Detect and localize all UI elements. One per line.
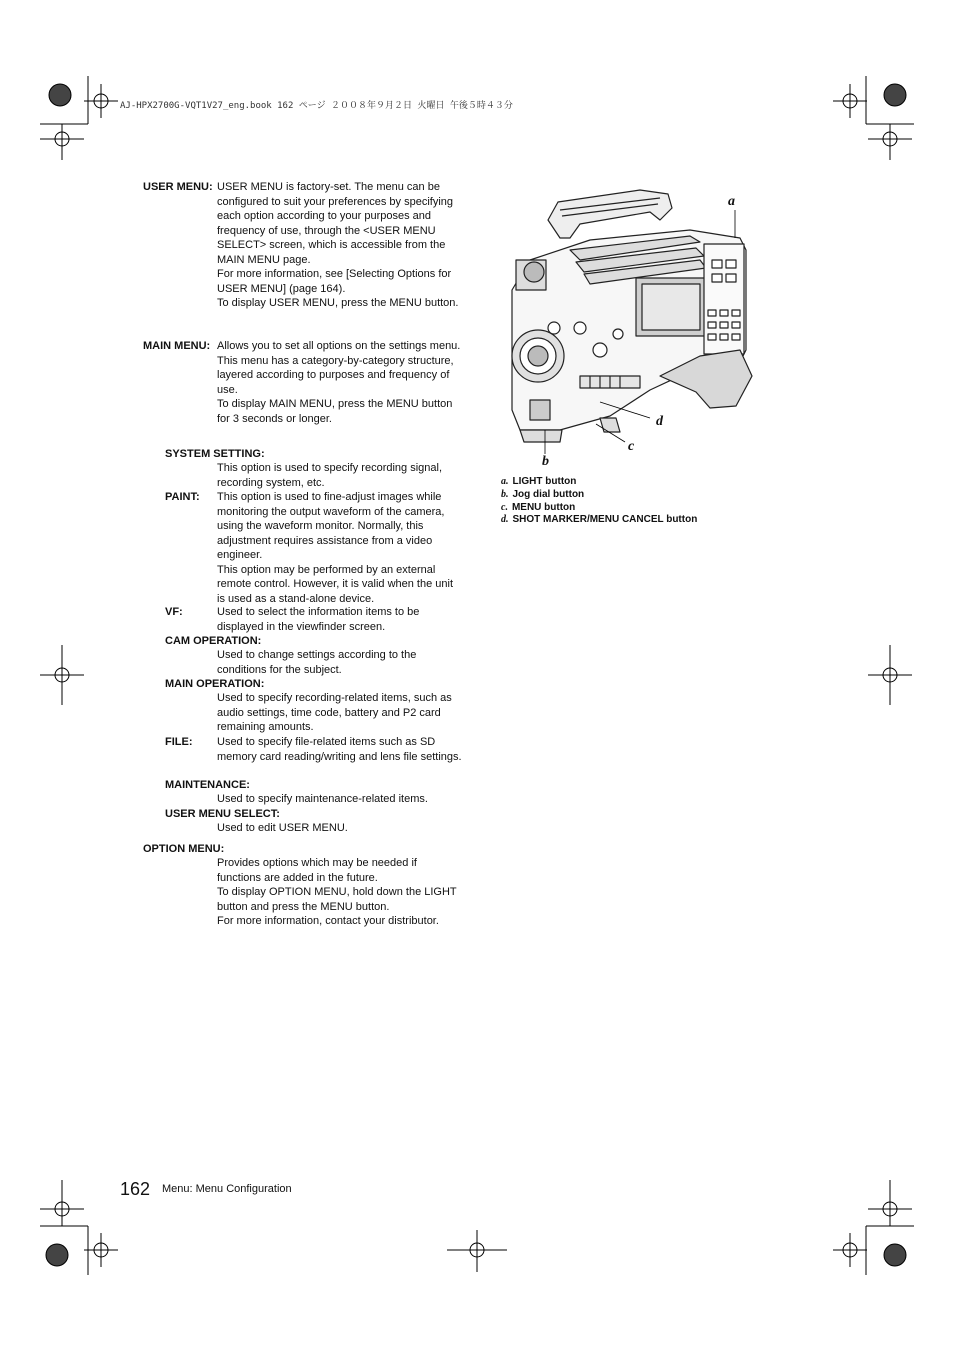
legend-text: Jog dial button <box>512 488 585 500</box>
main-menu-term: MAIN MENU: <box>143 340 211 352</box>
cam-operation-description: Used to change settings according to the conditions for the subject. <box>217 649 417 676</box>
legend-letter: c. <box>501 501 508 513</box>
legend-text: LIGHT button <box>512 476 577 487</box>
main-menu-line: Allows you to set all options on the settings menu. <box>217 340 461 352</box>
legend-item <box>501 502 697 515</box>
system-setting-description: This option is used to specify recording signal, recording system, etc. <box>217 462 443 489</box>
main-menu-line: To display MAIN MENU, press the MENU button for 3 seconds or longer. <box>217 398 453 425</box>
main-operation-term: MAIN OPERATION: <box>165 678 265 690</box>
main-menu-description <box>217 339 462 426</box>
callout-c: c <box>628 439 635 454</box>
option-menu-term: OPTION MENU: <box>143 843 225 855</box>
option-menu-line: To display OPTION MENU, hold down the LIGHT button and press the MENU button. <box>217 886 457 913</box>
option-menu-description <box>217 856 462 929</box>
user-menu-select-description: Used to edit USER MENU. <box>217 822 348 834</box>
file-description: Used to specify file-related items such as SD memory card reading/writing and lens file settings. <box>217 736 462 763</box>
maintenance-term: MAINTENANCE: <box>165 779 250 791</box>
page-number: 162 <box>120 1179 151 1199</box>
paint-line: This option may be performed by an external remote control. However, it is valid when the unit is used as a stand-alone device. <box>217 563 454 605</box>
legend-letter: a. <box>501 476 509 487</box>
maintenance-description: Used to specify maintenance-related items. <box>217 793 428 805</box>
user-menu-line: USER MENU is factory-set. The menu can be configured to suit your preferences by specifying each option according to your purposes and frequency of use, through the <USER MENU SELECT> screen, which is accessible from the MAIN MENU page. <box>217 181 454 266</box>
user-menu-term: USER MENU: <box>143 181 213 193</box>
paint-line: This option is used to fine-adjust images while monitoring the output waveform of the camera, using the waveform monitor. Normally, this adjustment requires assistance from a video engineer. <box>217 491 445 561</box>
callout-a: a <box>728 194 735 209</box>
legend-letter: b. <box>501 488 509 500</box>
file-term: FILE: <box>165 736 193 748</box>
vf-description: Used to select the information items to be displayed in the viewfinder screen. <box>217 606 420 633</box>
cam-operation-term: CAM OPERATION: <box>165 635 262 647</box>
section-title: Menu: Menu Configuration <box>162 1183 292 1195</box>
legend-text: SHOT MARKER/MENU CANCEL button <box>512 514 698 526</box>
legend-text: MENU button <box>511 501 576 513</box>
camera-illustration <box>500 180 760 470</box>
option-menu-line: Provides options which may be needed if functions are added in the future. <box>217 857 417 884</box>
figure-legend <box>501 476 697 527</box>
callout-b: b <box>542 454 549 469</box>
legend-item <box>501 514 697 527</box>
system-setting-term: SYSTEM SETTING: <box>165 448 265 460</box>
main-menu-line: This menu has a category-by-category structure, layered according to purposes and frequency of use. <box>217 354 454 396</box>
user-menu-description <box>217 180 462 311</box>
legend-letter: d. <box>501 514 509 526</box>
paint-description <box>217 490 462 606</box>
callout-d: d <box>656 414 663 429</box>
user-menu-line: For more information, see [Selecting Options for USER MENU] (page 164). <box>217 268 452 295</box>
legend-item <box>501 476 697 489</box>
legend-item <box>501 489 697 502</box>
main-operation-description: Used to specify recording-related items, such as audio settings, time code, battery and P2 card remaining amounts. <box>217 692 452 733</box>
vf-term: VF: <box>165 606 183 618</box>
user-menu-select-term: USER MENU SELECT: <box>165 808 280 820</box>
print-header: AJ-HPX2700G-VQT1V27_eng.book 162 ページ ２００８年９月２日 火曜日 午後５時４３分 <box>120 101 513 111</box>
paint-term: PAINT: <box>165 491 200 503</box>
option-menu-line: For more information, contact your distributor. <box>217 915 439 927</box>
user-menu-line: To display USER MENU, press the MENU button. <box>217 297 459 309</box>
